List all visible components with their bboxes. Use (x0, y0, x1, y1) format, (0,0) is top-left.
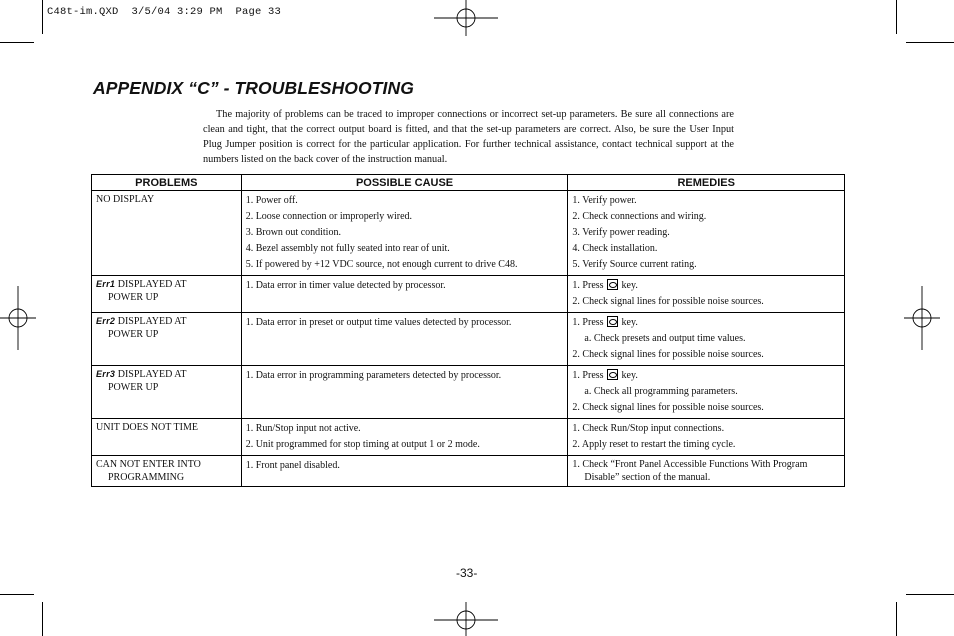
cause-cell (241, 419, 568, 456)
remedy-item: 2. Check signal lines for possible noise sources. (572, 349, 764, 360)
header-remedies: REMEDIES (568, 175, 845, 191)
crop-mark (42, 602, 43, 636)
remedy-item: 2. Check connections and wiring. (572, 211, 707, 222)
crop-mark (896, 602, 897, 636)
cause-item: 1. Data error in timer value detected by processor. (245, 280, 446, 291)
table-row (92, 276, 845, 313)
remedy-item: 3. Verify power reading. (572, 227, 670, 238)
crop-mark (896, 0, 897, 34)
problem-cell (92, 456, 242, 487)
cause-item: 1. Data error in programming parameters detected by processor. (245, 370, 502, 381)
problem-text: NO DISPLAY (96, 194, 155, 205)
front-panel-key-icon (607, 279, 618, 290)
remedy-item: 2. Check signal lines for possible noise sources. (572, 296, 764, 307)
remedy-cell (568, 313, 845, 366)
cause-cell (241, 276, 568, 313)
crop-mark (42, 0, 43, 34)
remedy-subitem: a. Check all programming parameters. (584, 386, 738, 397)
remedy-item: 5. Verify Source current rating. (572, 259, 697, 270)
table-row (92, 456, 845, 487)
cause-item: 5. If powered by +12 VDC source, not enough current to drive C48. (245, 259, 518, 270)
remedy-subitem: a. Check presets and output time values. (584, 333, 746, 344)
remedy-press-text: 1. Press (572, 317, 604, 328)
remedy-item (572, 368, 841, 384)
problem-text: DISPLAYED AT (117, 279, 187, 290)
header-possible-cause: POSSIBLE CAUSE (241, 175, 568, 191)
cause-item: 3. Brown out condition. (245, 227, 341, 238)
intro-paragraph: The majority of problems can be traced to improper connections or incorrect set-up parameters. Be sure all connections are clean and tight, that the correct output board is fitted, and that the set-up parameters are correct. Also, be sure the User Input Plug Jumper position is correct for the particular application. For further technical assistance, contact technical support at the numbers listed on the back cover of the instruction manual. (203, 109, 734, 165)
problem-text-line2: PROGRAMMING (108, 472, 185, 483)
table-row (92, 366, 845, 419)
remedy-key-text: key. (621, 370, 638, 381)
remedy-item: 1. Verify power. (572, 195, 637, 206)
page-number: -33- (456, 566, 478, 580)
remedy-cell (568, 456, 845, 487)
cause-item: 4. Bezel assembly not fully seated into rear of unit. (245, 243, 450, 254)
problem-cell (92, 276, 242, 313)
crop-mark (906, 42, 954, 43)
error-code-display: Err1 (96, 279, 116, 289)
table-row (92, 419, 845, 456)
cause-cell (241, 313, 568, 366)
remedy-item: 4. Check installation. (572, 243, 658, 254)
remedy-key-text: key. (621, 280, 638, 291)
registration-mark-icon (0, 286, 36, 350)
cause-item: 2. Unit programmed for stop timing at output 1 or 2 mode. (245, 439, 480, 450)
remedy-item (572, 315, 841, 331)
crop-mark (906, 594, 954, 595)
registration-mark-icon (434, 602, 498, 636)
remedy-item: 2. Check signal lines for possible noise sources. (572, 402, 764, 413)
cause-item: 1. Run/Stop input not active. (245, 423, 361, 434)
cause-item: 1. Data error in preset or output time values detected by processor. (245, 317, 512, 328)
problem-text-line2: POWER UP (108, 382, 159, 393)
error-code-display: Err2 (96, 316, 116, 326)
page-title: APPENDIX “C” - TROUBLESHOOTING (93, 78, 414, 98)
problem-text-line2: POWER UP (108, 329, 159, 340)
remedy-press-text: 1. Press (572, 370, 604, 381)
cause-cell (241, 191, 568, 276)
cause-cell (241, 456, 568, 487)
registration-mark-icon (434, 0, 498, 36)
cause-cell (241, 366, 568, 419)
crop-mark (0, 42, 34, 43)
error-code-display: Err3 (96, 369, 116, 379)
remedy-key-text: key. (621, 317, 638, 328)
problem-text-line2: POWER UP (108, 292, 159, 303)
remedy-cell (568, 419, 845, 456)
problem-text: DISPLAYED AT (117, 316, 187, 327)
header-problems: PROBLEMS (92, 175, 242, 191)
cause-item: 2. Loose connection or improperly wired. (245, 211, 413, 222)
cause-item: 1. Front panel disabled. (245, 460, 340, 471)
front-panel-key-icon (607, 369, 618, 380)
problem-cell (92, 313, 242, 366)
remedy-item: 2. Apply reset to restart the timing cycle. (572, 439, 736, 450)
remedy-item: 1. Check “Front Panel Accessible Functions With Program Disable” section of the manual. (572, 459, 808, 483)
crop-mark (0, 594, 34, 595)
cause-item: 1. Power off. (245, 195, 298, 206)
remedy-cell (568, 366, 845, 419)
remedy-item: 1. Check Run/Stop input connections. (572, 423, 725, 434)
troubleshooting-table (91, 174, 845, 487)
problem-text: CAN NOT ENTER INTO (96, 459, 201, 470)
problem-text: DISPLAYED AT (117, 369, 187, 380)
registration-mark-icon (904, 286, 940, 350)
table-row (92, 191, 845, 276)
problem-cell (92, 419, 242, 456)
remedy-cell (568, 276, 845, 313)
front-panel-key-icon (607, 316, 618, 327)
table-header-row (92, 175, 845, 191)
problem-cell (92, 191, 242, 276)
print-slug: C48t-im.QXD 3/5/04 3:29 PM Page 33 (47, 6, 282, 18)
remedy-item (572, 278, 841, 294)
remedy-cell (568, 191, 845, 276)
table-row (92, 313, 845, 366)
remedy-press-text: 1. Press (572, 280, 604, 291)
problem-text: UNIT DOES NOT TIME (96, 422, 198, 433)
problem-cell (92, 366, 242, 419)
